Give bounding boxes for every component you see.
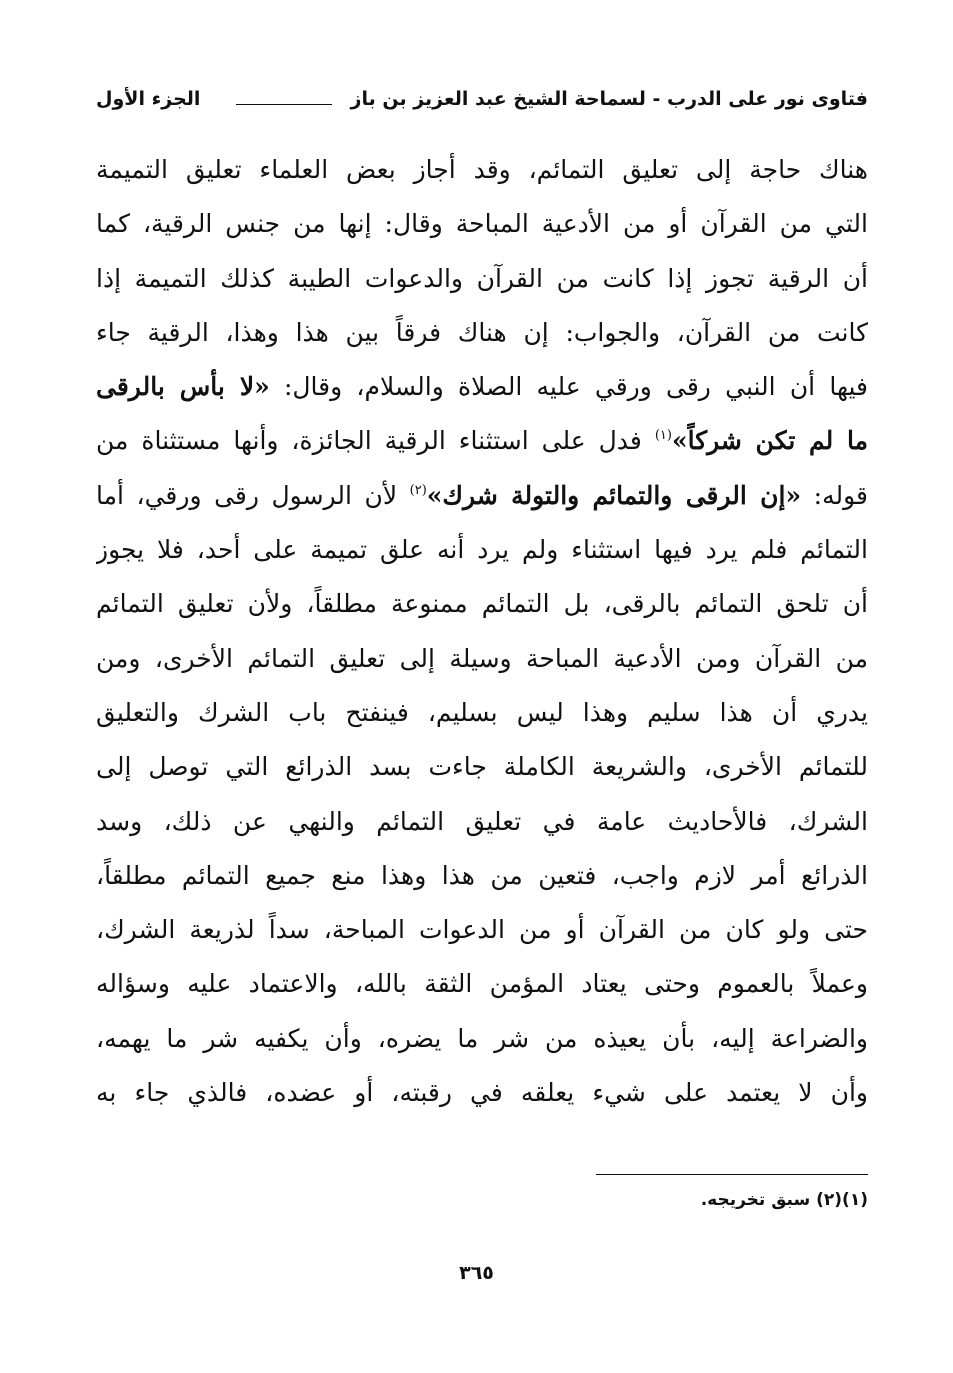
line-text: لأن الرسول رقى ورقي، أما xyxy=(96,480,410,510)
text-line xyxy=(96,147,868,201)
page-number: ٣٦٥ xyxy=(459,1262,494,1284)
text-line xyxy=(96,1016,868,1070)
line-text: حتى ولو كان من القرآن أو من الدعوات المباحة، سداً لذريعة الشرك، xyxy=(96,915,868,945)
line-text: للتمائم الأخرى، والشريعة الكاملة جاءت بسد الذرائع التي توصل إلى xyxy=(96,752,868,782)
line-text: التي من القرآن أو من الأدعية المباحة وقال: إنها من جنس الرقية، كما xyxy=(96,209,868,239)
hadith-quote: «إن الرقى والتمائم والتولة شرك» xyxy=(426,480,802,510)
line-text: الذرائع أمر لازم واجب، فتعين من هذا وهذا منع جميع التمائم مطلقاً، xyxy=(96,860,868,890)
hadith-quote: ما لم تكن شركاً» xyxy=(671,426,868,456)
footnote-separator xyxy=(596,1174,868,1175)
line-text: وعملاً بالعموم وحتى يعتاد المؤمن الثقة بالله، والاعتماد عليه وسؤاله xyxy=(96,969,868,999)
text-line xyxy=(96,853,868,907)
line-text: وأن لا يعتمد على شيء يعلقه في رقبته، أو عضده، فالذي جاء به xyxy=(96,1078,868,1108)
running-header xyxy=(96,86,868,116)
text-line xyxy=(96,1070,868,1124)
footnote-ref: (١) xyxy=(654,428,672,444)
line-text: هناك حاجة إلى تعليق التمائم، وقد أجاز بعض العلماء تعليق التميمة xyxy=(96,155,868,184)
text-line xyxy=(96,256,868,310)
text-line xyxy=(96,310,868,364)
text-line xyxy=(96,799,868,853)
header-title: فتاوى نور على الدرب - لسماحة الشيخ عبد العزيز بن باز xyxy=(350,88,868,110)
footnote-ref: (٢) xyxy=(409,482,427,498)
line-text: والضراعة إليه، بأن يعيذه من شر ما يضره، وأن يكفيه شر ما يهمه، xyxy=(96,1023,868,1053)
text-line xyxy=(96,364,868,418)
text-line xyxy=(96,961,868,1015)
line-text: من القرآن ومن الأدعية المباحة وسيلة إلى تعليق التمائم الأخرى، ومن xyxy=(96,643,868,673)
text-line xyxy=(96,690,868,744)
line-text: أن تلحق التمائم بالرقى، بل التمائم ممنوعة مطلقاً، ولأن تعليق التمائم xyxy=(96,589,868,619)
text-line xyxy=(96,201,868,255)
body-text xyxy=(96,147,868,1124)
line-text: التمائم فلم يرد فيها استثناء ولم يرد أنه علق تميمة على أحد، فلا يجوز xyxy=(96,535,868,565)
footnote: (١)(٢) سبق تخريجه. xyxy=(700,1190,868,1210)
text-line xyxy=(96,907,868,961)
text-line xyxy=(96,744,868,798)
header-rule xyxy=(236,104,332,105)
hadith-quote: «لا بأس بالرقى xyxy=(96,372,270,402)
line-text: قوله: xyxy=(801,480,868,510)
line-text: الشرك، فالأحاديث عامة في تعليق التمائم والنهي عن ذلك، وسد xyxy=(96,806,868,836)
line-text: فيها أن النبي رقى ورقي عليه الصلاة والسلام، وقال: xyxy=(269,372,868,402)
text-line xyxy=(96,581,868,635)
text-line xyxy=(96,418,868,472)
line-text: فدل على استثناء الرقية الجائزة، وأنها مستثناة من xyxy=(96,426,655,456)
text-line xyxy=(96,636,868,690)
text-line xyxy=(96,527,868,581)
line-text: أن الرقية تجوز إذا كانت من القرآن والدعوات الطيبة كذلك التميمة إذا xyxy=(96,263,868,293)
header-part-label: الجزء الأول xyxy=(96,88,201,110)
line-text: كانت من القرآن، والجواب: إن هناك فرقاً بين هذا وهذا، الرقية جاء xyxy=(96,317,868,347)
line-text: يدري أن هذا سليم وهذا ليس بسليم، فينفتح باب الشرك والتعليق xyxy=(96,697,868,727)
text-line xyxy=(96,473,868,527)
